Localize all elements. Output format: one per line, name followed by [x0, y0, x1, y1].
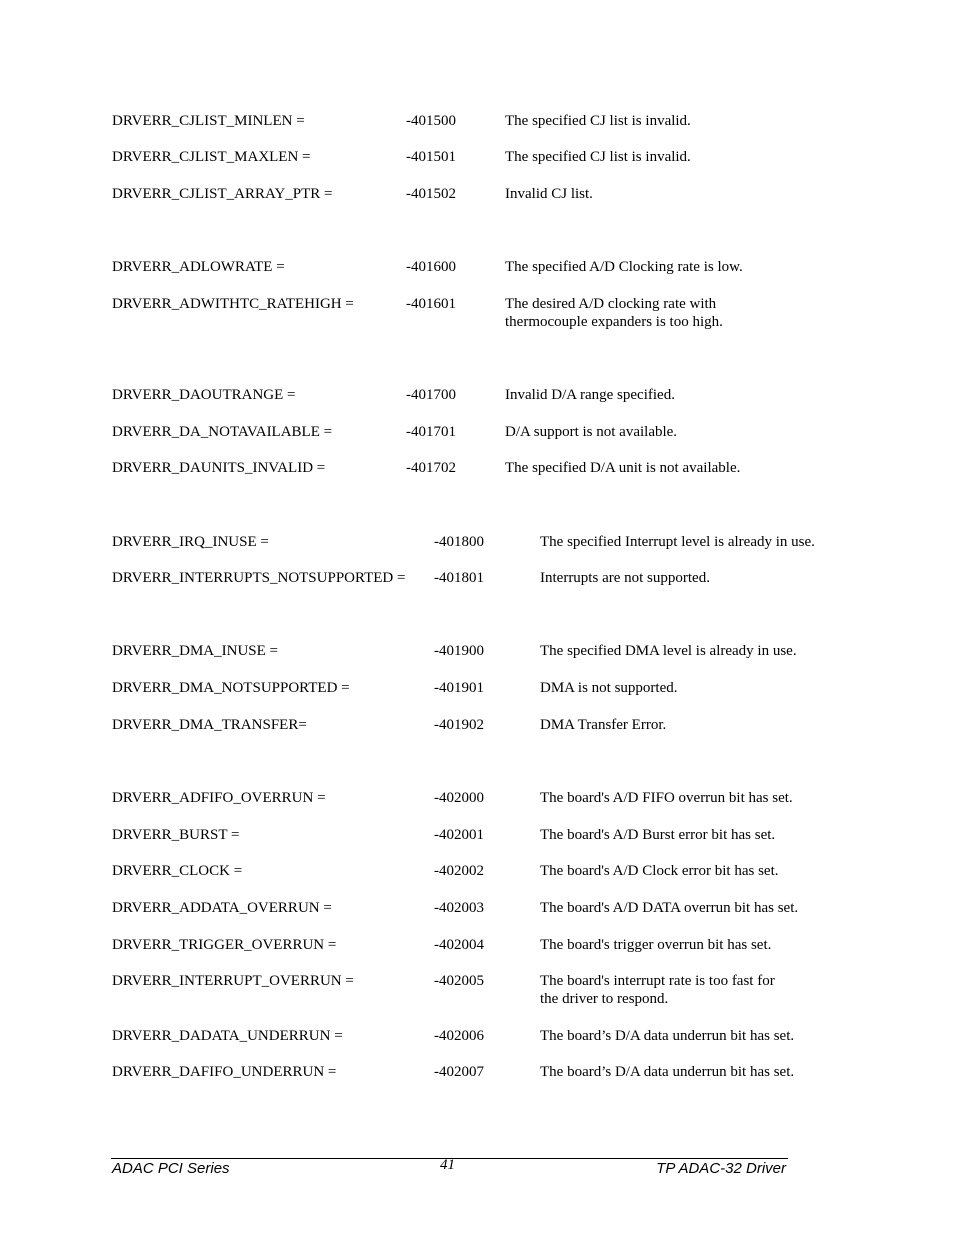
error-code: -401501: [406, 149, 456, 165]
error-description: DMA Transfer Error.: [540, 717, 667, 733]
error-description: Interrupts are not supported.: [540, 570, 710, 586]
error-code: -401901: [434, 680, 484, 696]
error-description: The board's A/D FIFO overrun bit has set.: [540, 790, 793, 806]
error-code: -402001: [434, 827, 484, 843]
error-code: -401700: [406, 387, 456, 403]
error-description: The board's interrupt rate is too fast for the driver to respond.: [540, 973, 775, 1007]
error-description: The specified DMA level is already in use.: [540, 643, 797, 659]
error-name: DRVERR_CJLIST_MINLEN =: [112, 113, 305, 129]
error-description: D/A support is not available.: [505, 424, 678, 440]
error-name: DRVERR_INTERRUPTS_NOTSUPPORTED =: [112, 570, 406, 586]
error-description: The specified Interrupt level is already in use.: [540, 534, 815, 550]
error-name: DRVERR_DAOUTRANGE =: [112, 387, 296, 403]
error-code: -402004: [434, 937, 484, 953]
error-description: The specified D/A unit is not available.: [505, 460, 741, 476]
error-description: The board's A/D DATA overrun bit has set.: [540, 900, 799, 916]
error-name: DRVERR_DAFIFO_UNDERRUN =: [112, 1064, 337, 1080]
error-name: DRVERR_BURST =: [112, 827, 240, 843]
error-name: DRVERR_ADFIFO_OVERRUN =: [112, 790, 326, 806]
error-code: -401801: [434, 570, 484, 586]
error-name: DRVERR_ADDATA_OVERRUN =: [112, 900, 332, 916]
error-code: -401601: [406, 296, 456, 312]
error-code: -402000: [434, 790, 484, 806]
error-description: The specified CJ list is invalid.: [505, 113, 691, 129]
error-code: -402006: [434, 1028, 484, 1044]
error-code: -402002: [434, 863, 484, 879]
error-name: DRVERR_INTERRUPT_OVERRUN =: [112, 973, 354, 989]
error-description: The desired A/D clocking rate with thermocouple expanders is too high.: [505, 296, 723, 330]
error-name: DRVERR_CJLIST_MAXLEN =: [112, 149, 311, 165]
error-code: -401900: [434, 643, 484, 659]
error-code: -401702: [406, 460, 456, 476]
error-code: -401701: [406, 424, 456, 440]
error-description: The board’s D/A data underrun bit has set.: [540, 1028, 795, 1044]
error-description: The specified CJ list is invalid.: [505, 149, 691, 165]
error-description: Invalid D/A range specified.: [505, 387, 675, 403]
error-name: DRVERR_DAUNITS_INVALID =: [112, 460, 326, 476]
error-name: DRVERR_DADATA_UNDERRUN =: [112, 1028, 343, 1044]
error-name: DRVERR_TRIGGER_OVERRUN =: [112, 937, 337, 953]
error-code: -401800: [434, 534, 484, 550]
error-description: The specified A/D Clocking rate is low.: [505, 259, 743, 275]
error-description: The board's A/D Burst error bit has set.: [540, 827, 776, 843]
error-name: DRVERR_CLOCK =: [112, 863, 243, 879]
error-name: DRVERR_ADWITHTC_RATEHIGH =: [112, 296, 354, 312]
footer-driver-title: TP ADAC-32 Driver: [656, 1160, 786, 1177]
error-description: The board's trigger overrun bit has set.: [540, 937, 772, 953]
error-code: -401902: [434, 717, 484, 733]
error-name: DRVERR_DA_NOTAVAILABLE =: [112, 424, 333, 440]
error-name: DRVERR_DMA_TRANSFER=: [112, 717, 307, 733]
error-code: -402005: [434, 973, 484, 989]
error-code: -402003: [434, 900, 484, 916]
error-code: -402007: [434, 1064, 484, 1080]
footer-series-title: ADAC PCI Series: [112, 1160, 230, 1177]
error-name: DRVERR_ADLOWRATE =: [112, 259, 285, 275]
error-description: The board's A/D Clock error bit has set.: [540, 863, 779, 879]
error-name: DRVERR_DMA_NOTSUPPORTED =: [112, 680, 350, 696]
page-number: 41: [440, 1157, 455, 1173]
error-code: -401500: [406, 113, 456, 129]
error-description: DMA is not supported.: [540, 680, 678, 696]
error-name: DRVERR_IRQ_INUSE =: [112, 534, 269, 550]
error-description: Invalid CJ list.: [505, 186, 593, 202]
error-name: DRVERR_DMA_INUSE =: [112, 643, 279, 659]
error-name: DRVERR_CJLIST_ARRAY_PTR =: [112, 186, 333, 202]
error-code: -401502: [406, 186, 456, 202]
error-code: -401600: [406, 259, 456, 275]
error-description: The board’s D/A data underrun bit has set.: [540, 1064, 795, 1080]
